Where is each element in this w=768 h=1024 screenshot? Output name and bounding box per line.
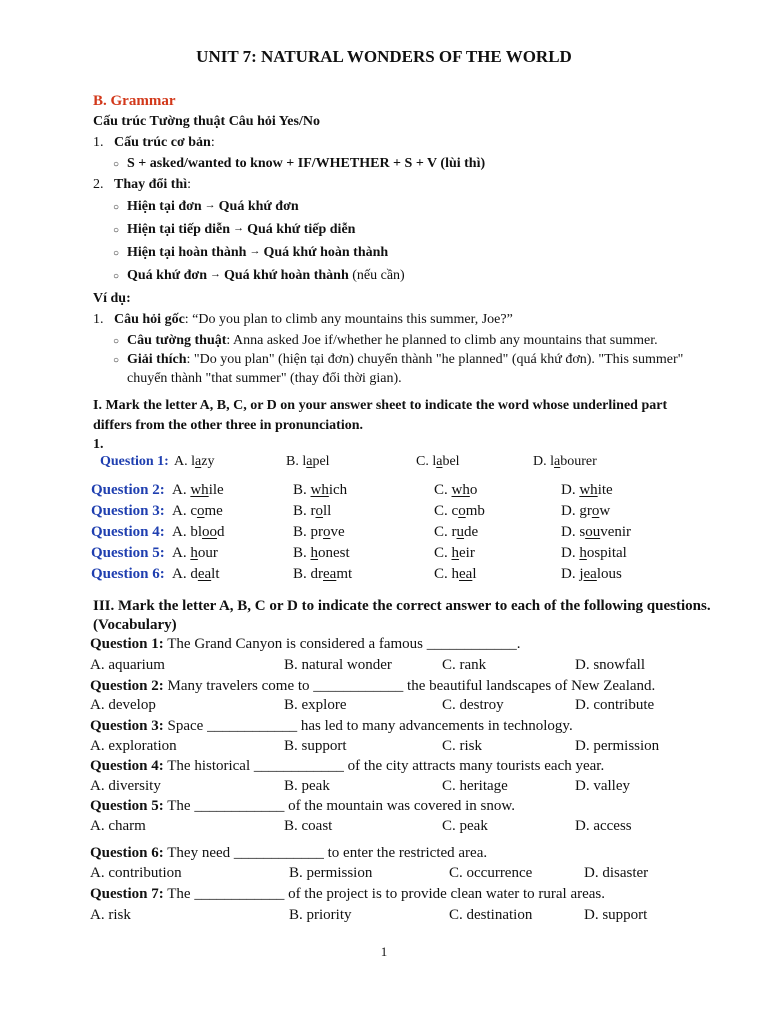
bullet-icon: ○ xyxy=(113,159,120,170)
answer-option[interactable] xyxy=(561,482,613,499)
answer-option[interactable]: C. destination xyxy=(449,907,533,923)
arrow-right-icon: → xyxy=(209,268,221,280)
option-letter: C. xyxy=(434,482,452,498)
point-label: Thay đổi thì xyxy=(114,177,188,192)
answer-option[interactable] xyxy=(434,566,477,583)
question-text: Many travelers come to ____________ the beautiful landscapes of New Zealand. xyxy=(163,678,656,694)
grammar-section-heading: B. Grammar xyxy=(93,93,176,109)
answer-option[interactable] xyxy=(434,545,475,562)
word-part: j xyxy=(579,566,584,582)
question-label: Question 5: xyxy=(90,798,164,814)
point-number: 1. xyxy=(93,135,104,150)
section-1-instruction-cont: differs from the other three in pronunciation. xyxy=(93,418,364,433)
question-label: Question 5: xyxy=(91,545,165,561)
option-letter: C. xyxy=(434,524,452,540)
answer-option[interactable] xyxy=(561,503,610,520)
underlined-part: a xyxy=(436,454,443,469)
question-stem xyxy=(90,636,521,653)
option-letter: C. xyxy=(434,545,452,561)
answer-option[interactable] xyxy=(174,454,214,470)
answer-option[interactable]: B. peak xyxy=(284,778,330,794)
word-part: l xyxy=(472,566,477,582)
underlined-part: o xyxy=(323,524,331,540)
structure-text: S + asked/wanted to know + IF/WHETHER + S + V (lùi thì) xyxy=(127,156,486,171)
tense-to: Quá khứ đơn xyxy=(218,199,299,214)
underlined-part: h xyxy=(310,545,319,561)
colon: : xyxy=(187,177,192,192)
word-part: eir xyxy=(459,545,475,561)
word-part: ile xyxy=(208,482,224,498)
word-part: lous xyxy=(596,566,622,582)
option-letter: D. xyxy=(561,524,580,540)
tense-note: (nếu cần) xyxy=(348,268,405,283)
answer-option[interactable]: D. access xyxy=(575,818,632,834)
word-part: l xyxy=(191,454,196,469)
option-letter: A. xyxy=(174,454,192,469)
question-stem xyxy=(90,678,655,695)
underlined-part: h xyxy=(451,545,460,561)
tense-change-item xyxy=(113,268,405,284)
underlined-part: wh xyxy=(579,482,598,498)
option-letter: C. xyxy=(416,454,433,469)
question-label: Question 3: xyxy=(91,503,165,519)
question-stem xyxy=(90,845,487,862)
word-part: ll xyxy=(323,503,332,519)
question-label: Question 3: xyxy=(90,718,164,734)
question-stem xyxy=(90,758,604,775)
word-part: r xyxy=(310,503,316,519)
underlined-part: h xyxy=(579,545,587,561)
option-letter: B. xyxy=(293,566,311,582)
option-letter: D. xyxy=(533,454,551,469)
underlined-part: o xyxy=(458,503,466,519)
answer-option[interactable]: D. disaster xyxy=(584,865,649,881)
answer-option[interactable]: A. charm xyxy=(90,818,146,834)
word-part: bel xyxy=(442,454,460,469)
underlined-part: ou xyxy=(585,524,601,540)
answer-option[interactable]: C. occurrence xyxy=(449,865,533,881)
section-3-instruction-cont: (Vocabulary) xyxy=(93,617,177,633)
question-label: Question 2: xyxy=(91,482,165,498)
tense-from: Hiện tại đơn xyxy=(127,199,202,214)
answer-option[interactable] xyxy=(293,545,350,562)
option-letter: A. xyxy=(172,566,191,582)
option-letter: B. xyxy=(293,545,311,561)
example-explanation-label: Giải thích xyxy=(127,352,187,367)
example-explanation-cont: chuyển thành "that summer" (thay đổi thời gian). xyxy=(127,371,402,386)
question-stem xyxy=(90,798,515,815)
tense-from: Hiện tại tiếp diễn xyxy=(127,222,231,237)
tense-to: Quá khứ hoàn thành xyxy=(263,245,389,260)
answer-option[interactable] xyxy=(172,566,220,583)
word-part: mt xyxy=(336,566,353,582)
option-letter: C. xyxy=(434,503,452,519)
section-1-number: 1. xyxy=(93,437,104,452)
answer-option[interactable] xyxy=(286,454,330,470)
answer-option[interactable]: C. rank xyxy=(442,657,487,673)
answer-option[interactable] xyxy=(293,482,347,499)
option-letter: D. xyxy=(561,503,580,519)
question-label: Question 4: xyxy=(91,524,165,540)
underlined-part: a xyxy=(195,454,202,469)
answer-option[interactable] xyxy=(561,545,627,562)
underlined-part: ea xyxy=(583,566,597,582)
bullet-icon: ○ xyxy=(113,271,120,282)
word-part: mb xyxy=(465,503,485,519)
structure-formula xyxy=(113,156,485,172)
answer-option[interactable] xyxy=(434,482,477,499)
grammar-point-1 xyxy=(93,135,215,151)
question-text: The ____________ of the mountain was covered in snow. xyxy=(163,798,515,814)
underlined-part: ea xyxy=(459,566,473,582)
arrow-right-icon: → xyxy=(249,245,261,257)
underlined-part: o xyxy=(197,503,205,519)
underlined-part: ea xyxy=(197,566,212,582)
answer-option[interactable]: A. develop xyxy=(90,697,156,713)
option-letter: B. xyxy=(293,503,311,519)
arrow-right-icon: → xyxy=(204,199,216,211)
arrow-right-icon: → xyxy=(233,222,245,234)
word-part: ite xyxy=(597,482,613,498)
question-label: Question 6: xyxy=(90,845,164,861)
question-stem xyxy=(90,718,573,735)
underlined-part: o xyxy=(315,503,324,519)
answer-option[interactable]: B. natural wonder xyxy=(284,657,392,673)
question-label: Question 7: xyxy=(90,886,164,902)
word-part: pr xyxy=(310,524,324,540)
question-text: The Grand Canyon is considered a famous ____________. xyxy=(163,636,521,652)
option-letter: D. xyxy=(561,545,580,561)
answer-option[interactable] xyxy=(172,503,223,520)
underlined-part: a xyxy=(554,454,561,469)
word-part: d xyxy=(217,524,225,540)
option-letter: D. xyxy=(561,482,580,498)
word-part: c xyxy=(190,503,198,519)
word-part: l xyxy=(302,454,307,469)
bullet-icon: ○ xyxy=(113,248,120,259)
underlined-part: ea xyxy=(323,566,337,582)
bullet-icon: ○ xyxy=(113,202,120,213)
word-part: onest xyxy=(318,545,350,561)
underlined-part: wh xyxy=(451,482,470,498)
underlined-part: wh xyxy=(190,482,209,498)
question-label: Question 1: xyxy=(100,454,169,469)
word-part: gr xyxy=(579,503,592,519)
option-letter: A. xyxy=(172,545,191,561)
word-part: ich xyxy=(328,482,348,498)
point-number: 2. xyxy=(93,177,104,192)
question-label: Question 4: xyxy=(90,758,164,774)
answer-option[interactable]: D. permission xyxy=(575,738,660,754)
example-original-label: Câu hỏi gốc xyxy=(114,312,185,327)
word-part: lt xyxy=(211,566,220,582)
word-part: venir xyxy=(600,524,632,540)
word-part: c xyxy=(451,503,459,519)
underlined-part: wh xyxy=(310,482,329,498)
answer-option[interactable]: D. valley xyxy=(575,778,630,794)
option-letter: A. xyxy=(172,503,191,519)
option-letter: A. xyxy=(172,482,191,498)
word-part: me xyxy=(204,503,223,519)
answer-option[interactable] xyxy=(434,524,478,541)
example-original-text: : “Do you plan to climb any mountains this summer, Joe?” xyxy=(184,312,513,327)
answer-option[interactable]: A. risk xyxy=(90,907,131,923)
example-explanation-text: : "Do you plan" (hiện tại đơn) chuyển thành "he planned" (quá khứ đơn). "This summer" xyxy=(186,352,684,367)
answer-option[interactable] xyxy=(561,566,622,583)
grammar-point-2 xyxy=(93,177,191,193)
tense-from: Hiện tại hoàn thành xyxy=(127,245,247,260)
answer-option[interactable]: C. heritage xyxy=(442,778,508,794)
word-part: s xyxy=(579,524,586,540)
answer-option[interactable] xyxy=(172,524,225,541)
bullet-icon: ○ xyxy=(113,336,120,347)
tense-change-item xyxy=(113,222,355,238)
question-text: Space ____________ has led to many advancements in technology. xyxy=(163,718,573,734)
example-original xyxy=(93,312,513,328)
section-1-instruction: I. Mark the letter A, B, C, or D on your answer sheet to indicate the word whose underlined part xyxy=(93,398,668,413)
answer-option[interactable] xyxy=(416,454,460,470)
word-part: w xyxy=(599,503,611,519)
tense-change-item xyxy=(113,245,388,261)
underlined-part: u xyxy=(456,524,465,540)
option-letter: B. xyxy=(293,524,311,540)
word-part: r xyxy=(451,524,457,540)
word-part: dr xyxy=(310,566,324,582)
word-part: h xyxy=(451,566,460,582)
example-label: Ví dụ: xyxy=(93,291,131,306)
word-part: l xyxy=(550,454,555,469)
answer-option[interactable]: B. priority xyxy=(289,907,352,923)
point-label: Cấu trúc cơ bản xyxy=(114,135,211,150)
answer-option[interactable] xyxy=(293,503,331,520)
answer-option[interactable]: C. risk xyxy=(442,738,483,754)
section-3-instruction: III. Mark the letter A, B, C or D to indicate the correct answer to each of the following questions. xyxy=(93,598,711,614)
question-text: The ____________ of the project is to provide clean water to rural areas. xyxy=(163,886,606,902)
word-part: bourer xyxy=(560,454,597,469)
underlined-part: h xyxy=(190,545,198,561)
answer-option[interactable]: D. snowfall xyxy=(575,657,645,673)
word-part: zy xyxy=(201,454,215,469)
underlined-part: o xyxy=(591,503,600,519)
answer-option[interactable]: B. permission xyxy=(289,865,373,881)
option-letter: B. xyxy=(293,482,311,498)
answer-option[interactable] xyxy=(434,503,485,520)
example-explanation xyxy=(113,352,683,368)
answer-option[interactable] xyxy=(172,545,218,562)
answer-option[interactable]: A. aquarium xyxy=(90,657,165,673)
underlined-part: oo xyxy=(202,524,218,540)
tense-to: Quá khứ hoàn thành xyxy=(223,268,349,283)
question-stem xyxy=(90,886,605,903)
word-part: our xyxy=(197,545,218,561)
answer-option[interactable]: C. peak xyxy=(442,818,488,834)
question-label: Question 6: xyxy=(91,566,165,582)
option-letter: A. xyxy=(172,524,191,540)
word-part: d xyxy=(190,566,198,582)
grammar-heading: Cấu trúc Tường thuật Câu hỏi Yes/No xyxy=(93,114,320,129)
answer-option[interactable]: B. explore xyxy=(284,697,347,713)
option-letter: D. xyxy=(561,566,580,582)
page-title: UNIT 7: NATURAL WONDERS OF THE WORLD xyxy=(196,47,572,66)
example-reported xyxy=(113,333,658,349)
word-part: ospital xyxy=(586,545,627,561)
example-reported-text: : Anna asked Joe if/whether he planned to climb any mountains that summer. xyxy=(226,333,658,348)
answer-option[interactable]: B. coast xyxy=(284,818,333,834)
underlined-part: a xyxy=(306,454,313,469)
answer-option[interactable] xyxy=(293,566,352,583)
answer-option[interactable]: D. contribute xyxy=(575,697,655,713)
word-part: de xyxy=(464,524,479,540)
word-part: ve xyxy=(330,524,345,540)
answer-option[interactable] xyxy=(561,524,631,541)
tense-from: Quá khứ đơn xyxy=(127,268,207,283)
answer-option[interactable]: D. support xyxy=(584,907,648,923)
answer-option[interactable] xyxy=(172,482,224,499)
answer-option[interactable] xyxy=(533,454,597,470)
option-letter: C. xyxy=(434,566,452,582)
question-text: The historical ____________ of the city attracts many tourists each year. xyxy=(163,758,605,774)
tense-to: Quá khứ tiếp diễn xyxy=(247,222,356,237)
example-reported-label: Câu tường thuật xyxy=(127,333,227,348)
bullet-icon: ○ xyxy=(113,355,120,366)
answer-option[interactable]: A. exploration xyxy=(90,738,177,754)
answer-option[interactable]: C. destroy xyxy=(442,697,504,713)
answer-option[interactable] xyxy=(293,524,345,541)
bullet-icon: ○ xyxy=(113,225,120,236)
question-text: They need ____________ to enter the restricted area. xyxy=(163,845,488,861)
word-part: o xyxy=(469,482,478,498)
page-number: 1 xyxy=(380,944,388,959)
option-letter: B. xyxy=(286,454,303,469)
answer-option[interactable]: A. diversity xyxy=(90,778,161,794)
question-label: Question 2: xyxy=(90,678,164,694)
example-number: 1. xyxy=(93,312,104,327)
question-label: Question 1: xyxy=(90,636,164,652)
word-part: bl xyxy=(190,524,203,540)
tense-change-item xyxy=(113,199,299,215)
word-part: l xyxy=(432,454,437,469)
colon: : xyxy=(210,135,215,150)
word-part: pel xyxy=(312,454,330,469)
answer-option[interactable]: B. support xyxy=(284,738,347,754)
answer-option[interactable]: A. contribution xyxy=(90,865,182,881)
